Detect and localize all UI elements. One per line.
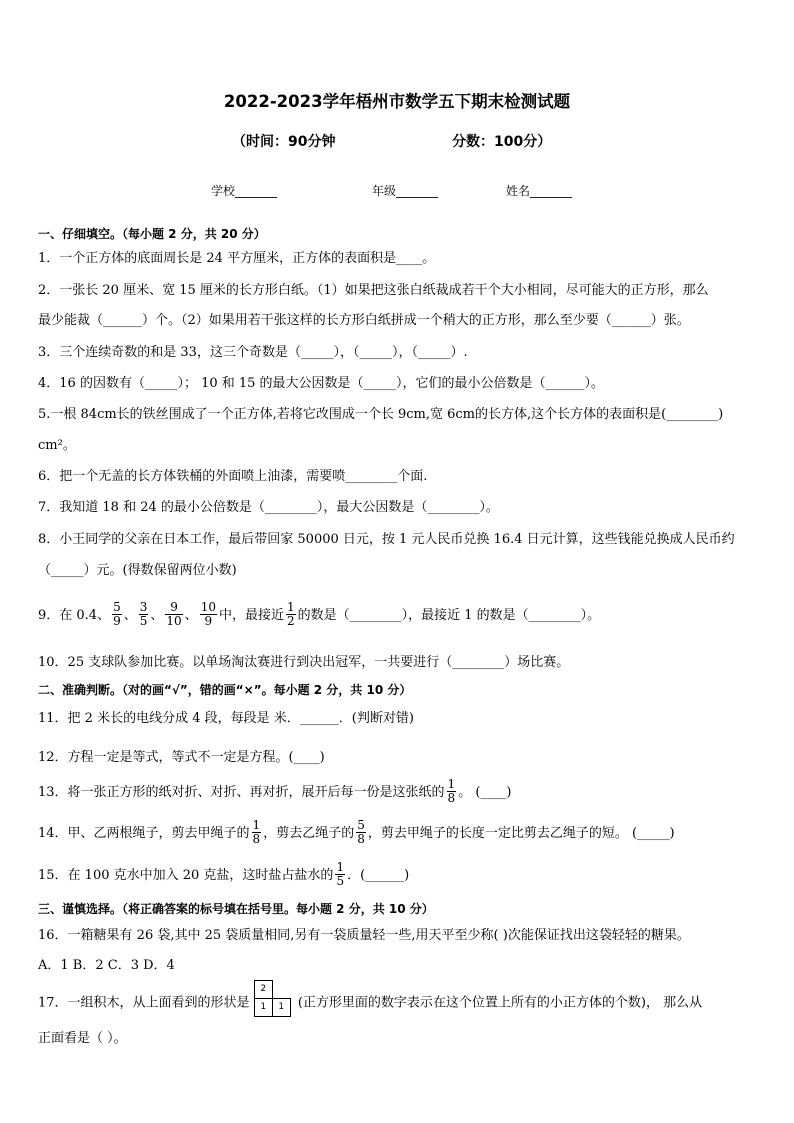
section-heading-3: 三、谨慎选择。（将正确答案的标号填在括号里。每小题 2 分，共 10 分） xyxy=(38,902,434,916)
question-15-text-b: ．(______) xyxy=(347,868,410,883)
question-17-text-a: 17．一组积木，从上面看到的形状是 xyxy=(38,995,250,1011)
grid-cell: 2 xyxy=(254,980,273,999)
fraction-5-8: $\frac{5}{8}$ xyxy=(357,818,365,846)
question-8-line-2: （_____）元。(得数保留两位小数) xyxy=(38,563,237,578)
fraction-1-8-b: $\frac{1}{8}$ xyxy=(252,818,261,846)
fraction-3-5: $\frac{3}{5}$ xyxy=(139,600,148,628)
question-15-text-a: 15．在 100 克水中加入 20 克盐，这时盐占盐水的 xyxy=(38,868,334,883)
question-9-text-b: 中，最接近 xyxy=(218,608,284,623)
question-3: 3．三个连续奇数的和是 33，这三个奇数是（_____），（_____），（_____）. xyxy=(38,345,468,360)
question-5-line-1: 5.一根 84cm长的铁丝围成了一个正方体,若将它改围成一个长 9cm,宽 6cm的长方体,这个长方体的表面积是(________) xyxy=(38,407,724,422)
question-17 xyxy=(38,984,702,1023)
question-2-line-1: 2．一张长 20 厘米、宽 15 厘米的长方形白纸。（1）如果把这张白纸裁成若干个大小相同，尽可能大的正方形，那么 xyxy=(38,283,709,298)
fraction-1-8: $\frac{1}{8}$ xyxy=(447,777,456,805)
question-6: 6．把一个无盖的长方体铁桶的外面喷上油漆，需要喷________个面. xyxy=(38,469,428,484)
grid-cell: 1 xyxy=(254,998,273,1017)
question-16-options: A．1 B．2 C．3 D．4 xyxy=(38,958,175,973)
question-17-line-2: 正面看是（ ）。 xyxy=(38,1031,127,1046)
question-9 xyxy=(38,598,600,634)
grid-cell: 1 xyxy=(272,998,291,1017)
question-4: 4．16 的因数有（_____）； 10 和 15 的最大公因数是（_____），它们的最小公倍数是（______）。 xyxy=(38,376,605,391)
fraction-10-9: $\frac{10}{9}$ xyxy=(200,600,216,628)
question-14-text-c: ，剪去甲绳子的长度一定比剪去乙绳子的短。 (_____) xyxy=(367,826,675,841)
question-9-text-a: 9．在 0.4、 xyxy=(38,608,111,623)
fraction-9-10: $\frac{9}{10}$ xyxy=(166,600,182,628)
question-13-text-b: 。 (____) xyxy=(458,785,512,800)
question-9-text-c: 的数是（________），最接近 1 的数是（________）。 xyxy=(297,608,601,623)
question-5-line-2: cm²。 xyxy=(38,438,76,453)
fraction-5-9: $\frac{5}{9}$ xyxy=(113,600,121,628)
question-1: 1．一个正方体的底面周长是 24 平方厘米，正方体的表面积是____。 xyxy=(38,251,436,266)
question-14-text-b: ，剪去乙绳子的 xyxy=(263,826,355,841)
question-14-text-a: 14．甲、乙两根绳子，剪去甲绳子的 xyxy=(38,826,250,841)
question-10: 10．25 支球队参加比赛。以单场淘汰赛进行到决出冠军，一共要进行（________）场比赛。 xyxy=(38,655,570,670)
school-field: 学校_______ xyxy=(211,184,278,198)
exam-score: 分数：100分） xyxy=(452,134,552,150)
separator: 、 xyxy=(150,608,164,623)
name-field: 姓名_______ xyxy=(506,184,573,198)
question-12: 12．方程一定是等式，等式不一定是方程。(____) xyxy=(38,750,325,765)
section-heading-2: 二、准确判断。（对的画“√”，错的画“×”。每小题 2 分，共 10 分） xyxy=(38,683,412,697)
question-7: 7．我知道 18 和 24 的最小公倍数是（________），最大公因数是（________）。 xyxy=(38,500,499,515)
question-15 xyxy=(38,858,409,894)
separator: 、 xyxy=(123,608,137,623)
exam-time: （时间：90分钟 xyxy=(232,134,336,150)
grade-field: 年级_______ xyxy=(372,184,439,198)
section-heading-1: 一、仔细填空。（每小题 2 分，共 20 分） xyxy=(38,227,266,241)
page-title: 2022-2023学年梧州市数学五下期末检测试题 xyxy=(223,92,571,111)
fraction-1-5: $\frac{1}{5}$ xyxy=(336,860,345,888)
question-13 xyxy=(38,775,511,811)
question-13-text-a: 13．将一张正方形的纸对折、对折、再对折，展开后每一份是这张纸的 xyxy=(38,785,445,800)
question-16: 16．一箱糖果有 26 袋,其中 25 袋质量相同,另有一袋质量轻一些,用天平至少称( )次能保证找出这袋轻轻的糖果。 xyxy=(38,928,690,943)
question-2-line-2: 最少能裁（______）个。（2）如果用若干张这样的长方形白纸拼成一个稍大的正方形，那么至少要（______）张。 xyxy=(38,313,690,328)
question-17-text-b: (正方形里面的数字表示在这个位置上所有的小正方体的个数)， 那么从 xyxy=(297,995,703,1011)
fraction-1-2: $\frac{1}{2}$ xyxy=(286,600,295,628)
question-8-line-1: 8．小王同学的父亲在日本工作，最后带回家 50000 日元，按 1 元人民币兑换 16.4 日元计算，这些钱能兑换成人民币约 xyxy=(38,532,735,547)
separator: 、 xyxy=(184,608,198,623)
question-11: 11．把 2 米长的电线分成 4 段，每段是 米．______．(判断对错) xyxy=(38,711,414,726)
question-14 xyxy=(38,816,675,852)
top-view-diagram xyxy=(254,980,294,1018)
